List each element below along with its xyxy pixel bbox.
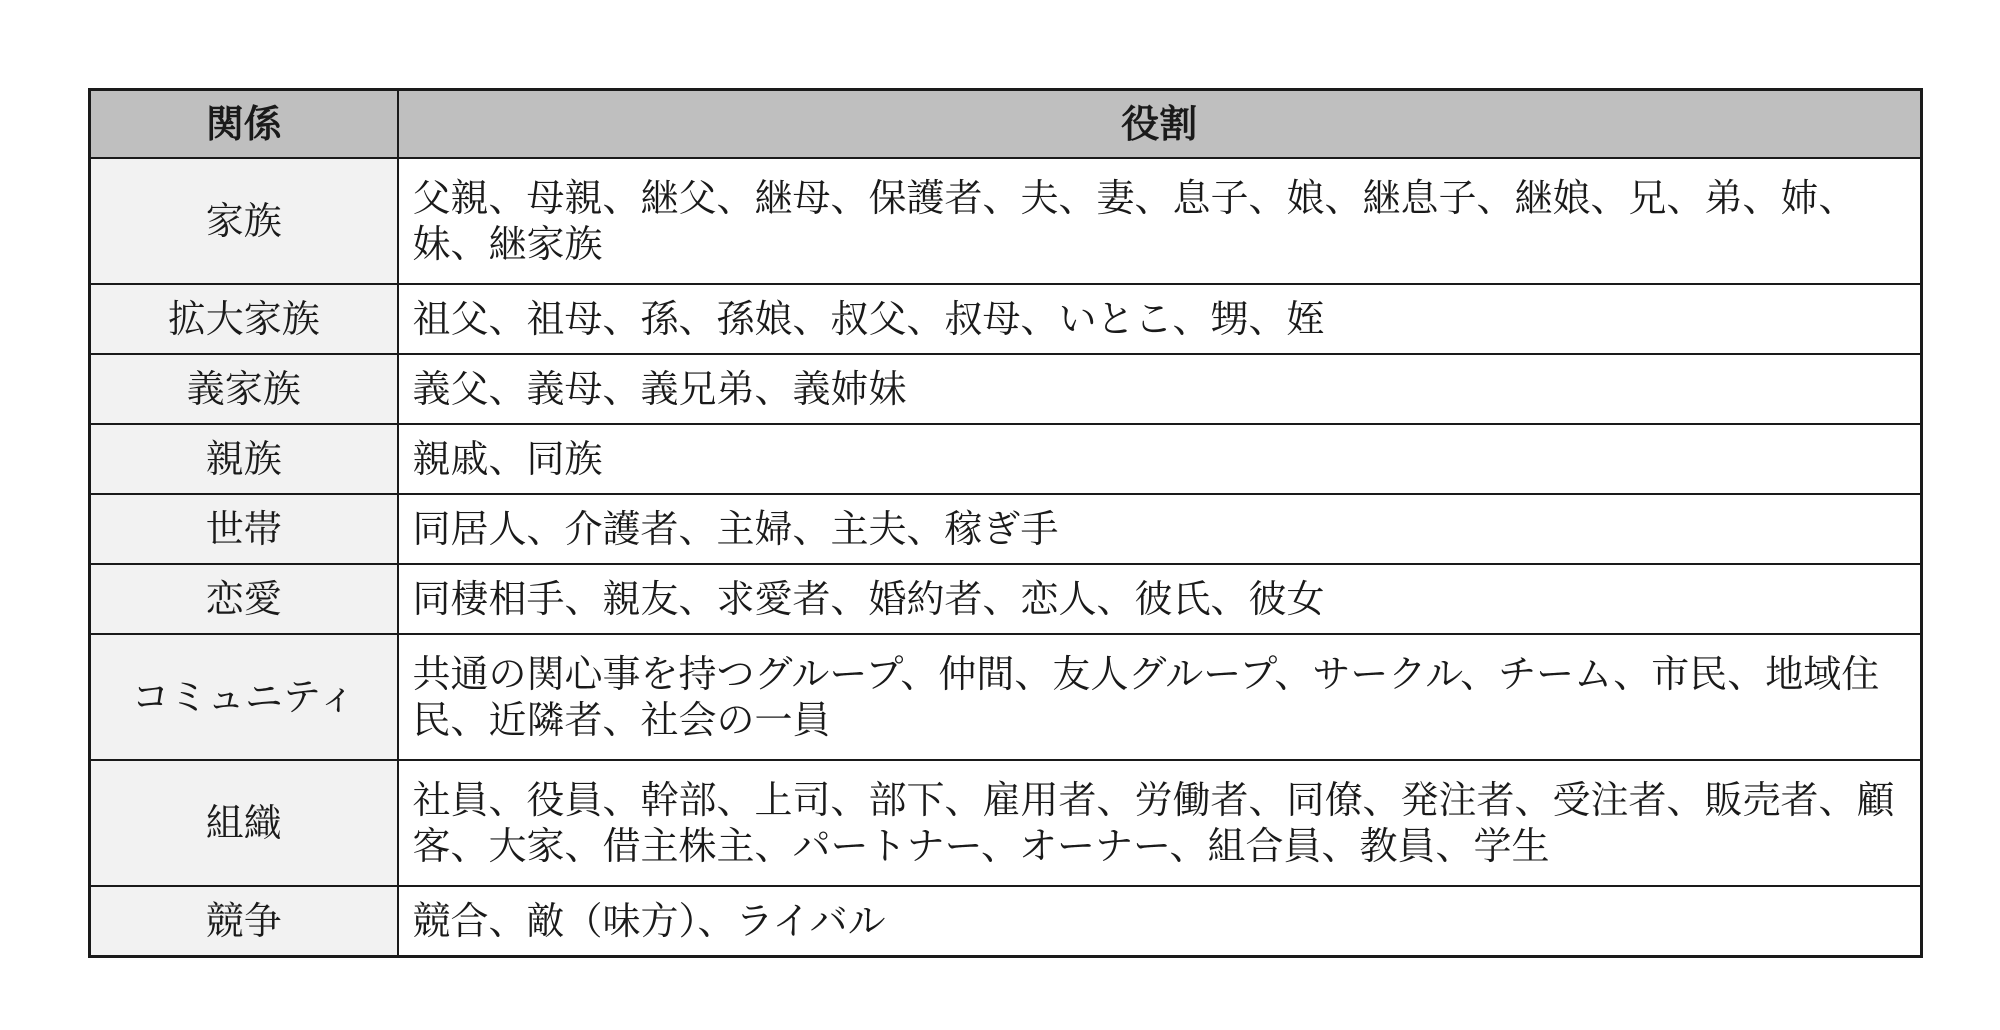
- relation-cell: 競争: [90, 886, 398, 957]
- table-row: [90, 354, 1922, 424]
- roles-cell: 同棲相手、親友、求愛者、婚約者、恋人、彼氏、彼女: [398, 564, 1922, 634]
- relation-cell: コミュニティ: [90, 634, 398, 760]
- relation-cell: 家族: [90, 158, 398, 284]
- table-header-row: [90, 90, 1922, 159]
- relation-cell: 親族: [90, 424, 398, 494]
- roles-cell: 祖父、祖母、孫、孫娘、叔父、叔母、いとこ、甥、姪: [398, 284, 1922, 354]
- roles-cell: 義父、義母、義兄弟、義姉妹: [398, 354, 1922, 424]
- table-row: [90, 158, 1922, 284]
- relation-cell: 義家族: [90, 354, 398, 424]
- header-relation: 関係: [90, 90, 398, 159]
- table-row: [90, 284, 1922, 354]
- table-row: [90, 564, 1922, 634]
- roles-cell: 同居人、介護者、主婦、主夫、稼ぎ手: [398, 494, 1922, 564]
- relation-cell: 世帯: [90, 494, 398, 564]
- header-role: 役割: [398, 90, 1922, 159]
- roles-cell: 父親、母親、継父、継母、保護者、夫、妻、息子、娘、継息子、継娘、兄、弟、姉、妹、継家族: [398, 158, 1922, 284]
- roles-cell: 競合、敵（味方）、ライバル: [398, 886, 1922, 957]
- table-row: [90, 424, 1922, 494]
- relation-cell: 拡大家族: [90, 284, 398, 354]
- table-row: [90, 886, 1922, 957]
- roles-cell: 親戚、同族: [398, 424, 1922, 494]
- roles-cell: 社員、役員、幹部、上司、部下、雇用者、労働者、同僚、発注者、受注者、販売者、顧客、大家、借主株主、パートナー、オーナー、組合員、教員、学生: [398, 760, 1922, 886]
- relation-cell: 恋愛: [90, 564, 398, 634]
- relation-cell: 組織: [90, 760, 398, 886]
- table-row: [90, 634, 1922, 760]
- roles-cell: 共通の関心事を持つグループ、仲間、友人グループ、サークル、チーム、市民、地域住民、近隣者、社会の一員: [398, 634, 1922, 760]
- relationship-role-table-container: [88, 88, 1920, 958]
- relationship-role-table: [88, 88, 1923, 958]
- table-row: [90, 760, 1922, 886]
- table-row: [90, 494, 1922, 564]
